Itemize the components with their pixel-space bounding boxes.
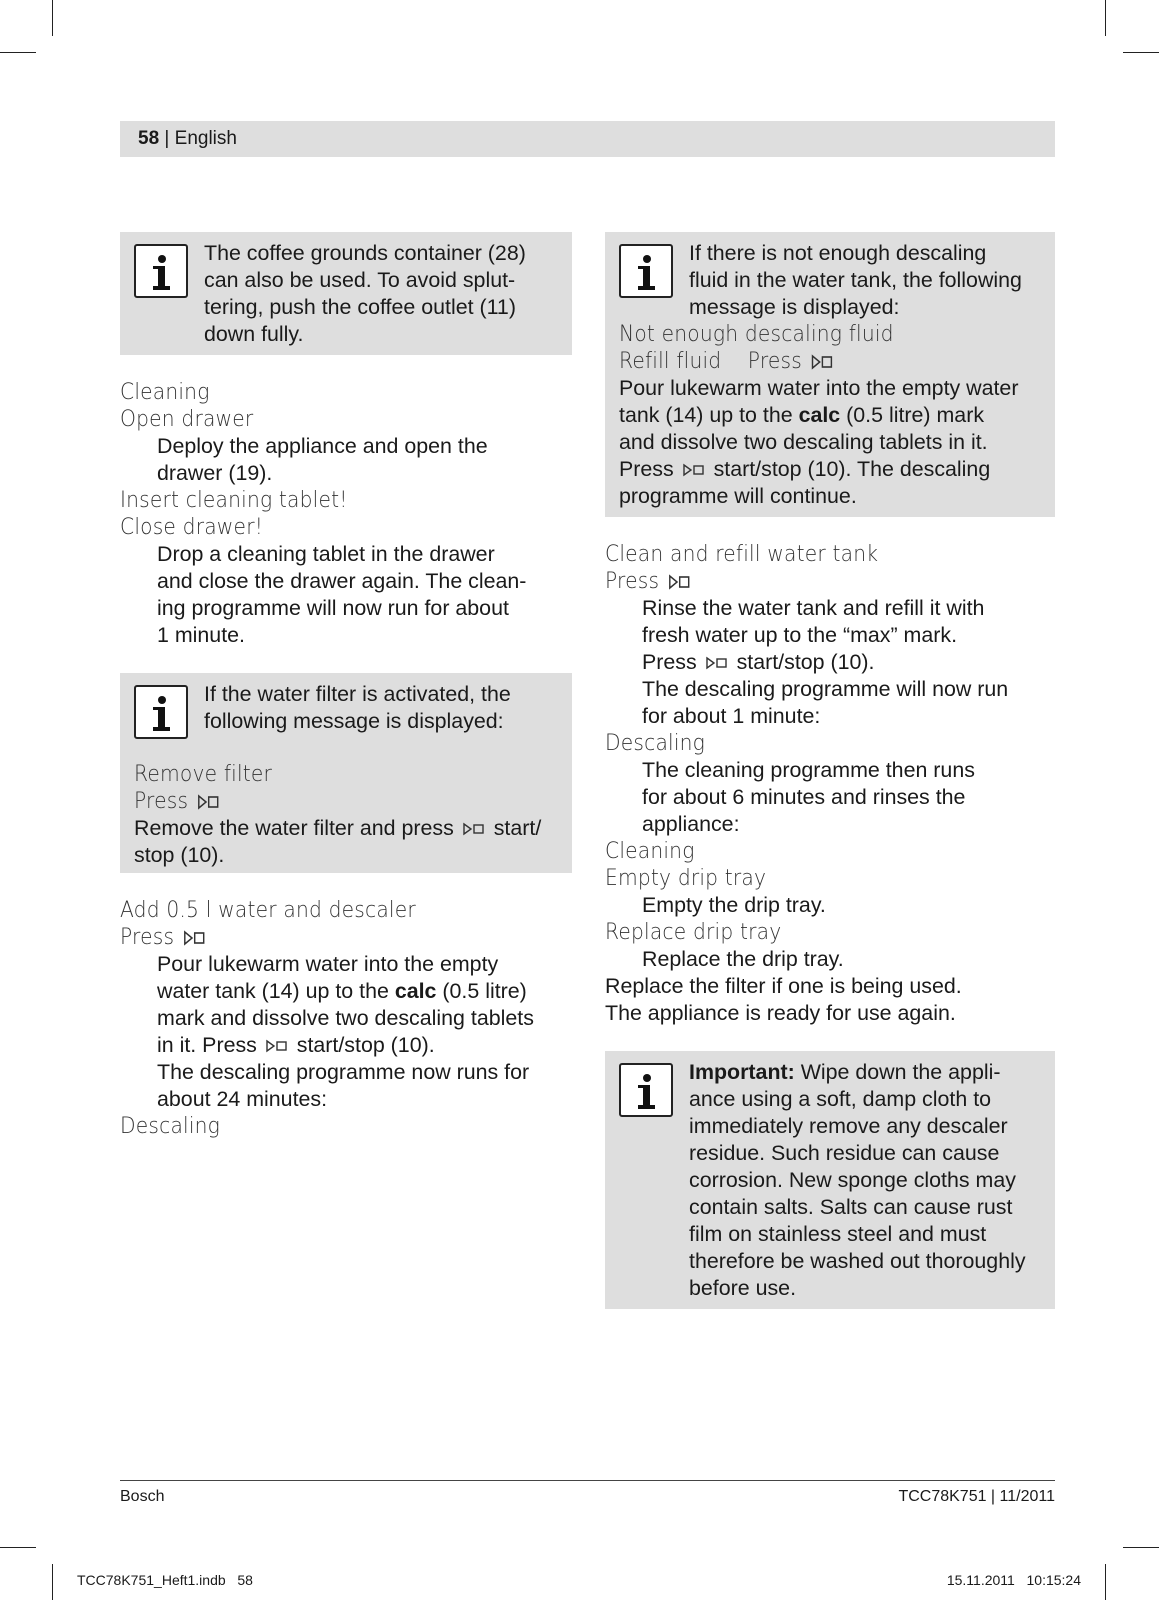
text-line [619,456,1043,483]
text-line: Drop a cleaning tablet in the drawer [157,542,495,566]
instruction-text: Replace the drip tray. [642,947,844,971]
text-line: and dissolve two descaling tablets in it. [619,430,988,454]
print-slug-file: TCC78K751_Heft1.indb 58 [77,1572,253,1588]
info-text-line: If there is not enough descaling [689,241,987,265]
info-icon [619,244,673,298]
text-line: and close the drawer again. The clean- [157,569,527,593]
display-message-insert-tablet: Insert cleaning tablet! [120,487,348,513]
header-language: English [174,128,237,149]
text-line [619,402,1043,429]
text-segment: Press [619,457,674,481]
info-text-line: ance using a soft, damp cloth to [689,1087,992,1111]
display-message-cleaning: Cleaning [605,838,695,864]
info-box-important [605,1051,1055,1309]
info-text-line: If the water filter is activated, the [204,682,511,706]
info-text-line: The coffee grounds container (28) [204,241,526,265]
info-text-line: tering, push the coffee outlet (11) [204,295,516,319]
info-box-coffee-grounds [120,232,572,355]
text-line: appliance: [642,812,740,836]
crop-mark [1105,0,1106,36]
instruction-text [605,757,1055,838]
info-text-line: following message is displayed: [204,709,504,733]
text-line: 1 minute. [157,623,245,647]
page-header [120,121,1055,157]
start-stop-icon [462,822,486,836]
replace-filter-text: Replace the filter if one is being used. [605,974,962,998]
important-label: Important: [689,1060,795,1084]
text-segment: Remove the water filter and press [134,816,454,840]
info-text-line: message is displayed: [689,295,900,319]
display-message-refill [619,348,1001,375]
info-box-descaling-fluid [605,232,1055,517]
text-line: Pour lukewarm water into the empty water [619,376,1019,400]
display-message-empty-drip: Empty drip tray [605,865,767,891]
instruction-text: Empty the drip tray. [642,893,826,917]
display-message-add-descaler: Add 0.5 l water and descaler [120,897,416,923]
text-segment: in it. Press [157,1033,257,1057]
text-line: Pour lukewarm water into the empty [157,952,499,976]
info-text-line: immediately remove any descaler [689,1114,1008,1138]
press-label: Press [605,568,660,594]
text-line [157,978,572,1005]
remove-filter-text [134,815,560,842]
info-icon [134,685,188,739]
display-message-press [134,788,517,815]
text-line: Rinse the water tank and refill it with [642,596,985,620]
crop-mark [1123,1547,1159,1548]
text-segment: (0.5 litre) mark [840,403,985,427]
info-text-line: fluid in the water tank, the following [689,268,1022,292]
start-stop-icon [682,463,706,477]
press-label: Press [134,788,189,814]
info-text-line: corrosion. New sponge cloths may [689,1168,1016,1192]
display-message-clean-refill: Clean and refill water tank [605,541,879,567]
info-box-water-filter [120,673,572,873]
display-message-cleaning: Cleaning [120,379,210,405]
text-line: mark and dissolve two descaling tablets [157,1006,534,1030]
display-message-open-drawer: Open drawer [120,406,254,432]
info-text-line: residue. Such residue can cause [689,1141,1000,1165]
display-message-remove-filter: Remove filter [134,761,273,787]
text-line: for about 6 minutes and rinses the [642,785,966,809]
crop-mark [1123,52,1159,53]
text-segment: start/ [487,816,542,840]
header-separator: | [159,128,175,149]
text-segment: tank (14) up to the [619,403,799,427]
crop-mark [0,1547,36,1548]
display-message-descaling: Descaling [120,1113,221,1139]
instruction-text [605,595,1055,730]
calc-mark-label: calc [798,403,841,427]
info-text-line: contain salts. Salts can cause rust [689,1195,1013,1219]
text-segment: start/stop (10). The descaling [707,457,991,481]
print-slug-timestamp: 15.11.2011 10:15:24 [946,1572,1081,1588]
ready-text: The appliance is ready for use again. [605,1001,956,1025]
info-text-line [689,1059,1043,1086]
text-segment: start/stop (10). [290,1033,435,1057]
text-line: fresh water up to the “max” mark. [642,623,958,647]
text-line: about 24 minutes: [157,1087,328,1111]
start-stop-icon [197,794,220,810]
display-message-press [605,568,1010,595]
info-text-line: therefore be washed out thoroughly [689,1249,1026,1273]
text-line [642,649,1055,676]
start-stop-icon [265,1039,289,1053]
text-segment: (0.5 litre) [436,979,527,1003]
instruction-text [120,541,572,649]
display-message-press [120,924,527,951]
info-text-line: film on stainless steel and must [689,1222,987,1246]
info-icon [619,1063,673,1117]
display-message-descaling: Descaling [605,730,706,756]
start-stop-icon [705,656,729,670]
text-line [157,1032,572,1059]
start-stop-icon [810,354,833,370]
left-column [120,232,572,1140]
footer-model-date: TCC78K751 | 11/2011 [898,1488,1055,1505]
display-message-replace-drip: Replace drip tray [605,919,782,945]
instruction-text [120,433,572,487]
right-column [605,232,1055,1309]
press-label: Press [120,924,175,950]
page-number: 58 [138,128,160,149]
text-line: Deploy the appliance and open the [157,434,488,458]
info-text-line: down fully. [204,322,304,346]
refill-label: Refill fluid [619,348,722,374]
instruction-text [120,951,572,1113]
info-icon [134,244,188,298]
display-message-not-enough: Not enough descaling fluid [619,321,894,347]
footer-divider [120,1480,1055,1481]
start-stop-icon [668,574,691,590]
text-line: The cleaning programme then runs [642,758,975,782]
text-segment: Wipe down the appli- [794,1060,1001,1084]
footer-brand: Bosch [120,1488,165,1505]
crop-mark [52,1564,53,1600]
text-line: for about 1 minute: [642,704,821,728]
info-text-line: can also be used. To avoid splut- [204,268,516,292]
press-label: Press [747,348,802,374]
crop-mark [0,52,36,53]
text-line: ing programme will now run for about [157,596,509,620]
text-line: The descaling programme will now run [642,677,1009,701]
text-line: The descaling programme now runs for [157,1060,530,1084]
text-line: programme will continue. [619,484,857,508]
crop-mark [52,0,53,36]
crop-mark [1105,1564,1106,1600]
display-message-close-drawer: Close drawer! [120,514,264,540]
start-stop-icon [183,930,206,946]
text-segment: start/stop (10). [730,650,875,674]
text-line: stop (10). [134,843,225,867]
text-line: drawer (19). [157,461,273,485]
text-segment: Press [642,650,697,674]
text-segment: water tank (14) up to the [157,979,395,1003]
calc-mark-label: calc [394,979,437,1003]
info-text-line: before use. [689,1276,797,1300]
